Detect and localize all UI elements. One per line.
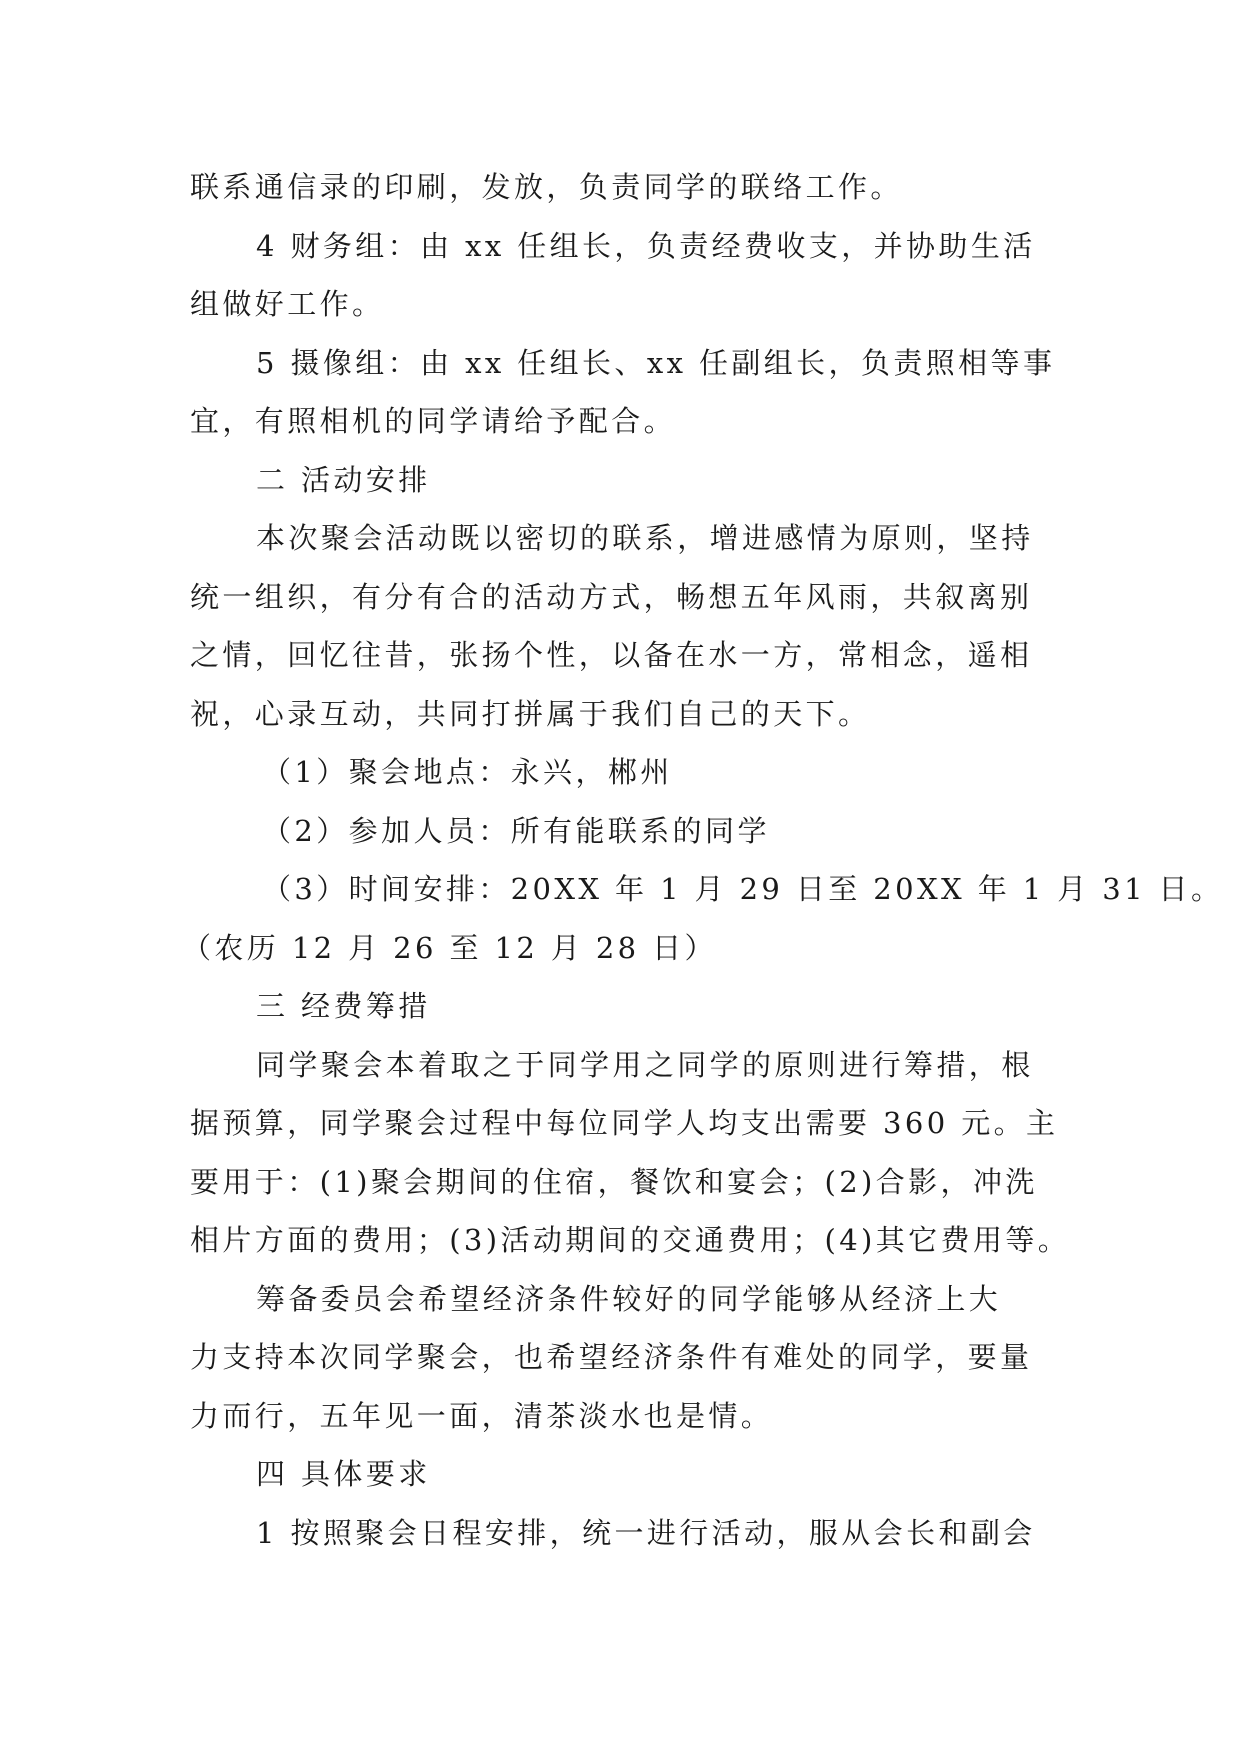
- body-line: 统一组织，有分有合的活动方式，畅想五年风雨，共叙离别: [190, 579, 1033, 614]
- body-line: 相片方面的费用；(3)活动期间的交通费用；(4)其它费用等。: [190, 1223, 1071, 1257]
- body-line: 力而行，五年见一面，清茶淡水也是情。: [190, 1398, 774, 1433]
- list-item-requirement-1: 1 按照聚会日程安排，统一进行活动，服从会长和副会: [256, 1515, 1036, 1550]
- list-item-schedule: （3）时间安排：20XX 年 1 月 29 日至 20XX 年 1 月 31 日。: [262, 872, 1224, 906]
- list-item-participants: （2）参加人员：所有能联系的同学: [262, 813, 770, 848]
- body-line: 同学聚会本着取之于同学用之同学的原则进行筹措，根: [256, 1047, 1034, 1082]
- body-line: 之情，回忆往昔，张扬个性，以备在水一方，常相念，遥相: [190, 638, 1033, 672]
- body-line: 要用于：(1)聚会期间的住宿，餐饮和宴会；(2)合影，冲洗: [190, 1164, 1038, 1199]
- body-line-lunar-date: （农历 12 月 26 至 12 月 28 日）: [182, 930, 717, 965]
- body-line: 组做好工作。: [190, 287, 385, 321]
- body-line: 筹备委员会希望经济条件较好的同学能够从经济上大: [256, 1281, 1002, 1316]
- list-item-finance-group: 4 财务组：由 xx 任组长，负责经费收支，并协助生活: [256, 228, 1036, 263]
- section-heading-activity: 二 活动安排: [256, 462, 431, 497]
- list-item-location: （1）聚会地点：永兴，郴州: [262, 755, 673, 789]
- body-line: 力支持本次同学聚会，也希望经济条件有难处的同学，要量: [190, 1340, 1033, 1374]
- body-line: 本次聚会活动既以密切的联系，增进感情为原则，坚持: [256, 521, 1034, 555]
- body-line: 宜，有照相机的同学请给予配合。: [190, 404, 677, 438]
- body-line: 祝，心录互动，共同打拼属于我们自己的天下。: [190, 696, 871, 731]
- document-body: [182, 158, 1224, 1562]
- list-item-camera-group: 5 摄像组：由 xx 任组长、xx 任副组长，负责照相等事: [256, 345, 1056, 380]
- body-line: 据预算，同学聚会过程中每位同学人均支出需要 360 元。主: [190, 1106, 1059, 1140]
- section-heading-funding: 三 经费筹措: [256, 989, 431, 1023]
- section-heading-requirements: 四 具体要求: [256, 1457, 431, 1491]
- body-line: 联系通信录的印刷，发放，负责同学的联络工作。: [190, 170, 903, 204]
